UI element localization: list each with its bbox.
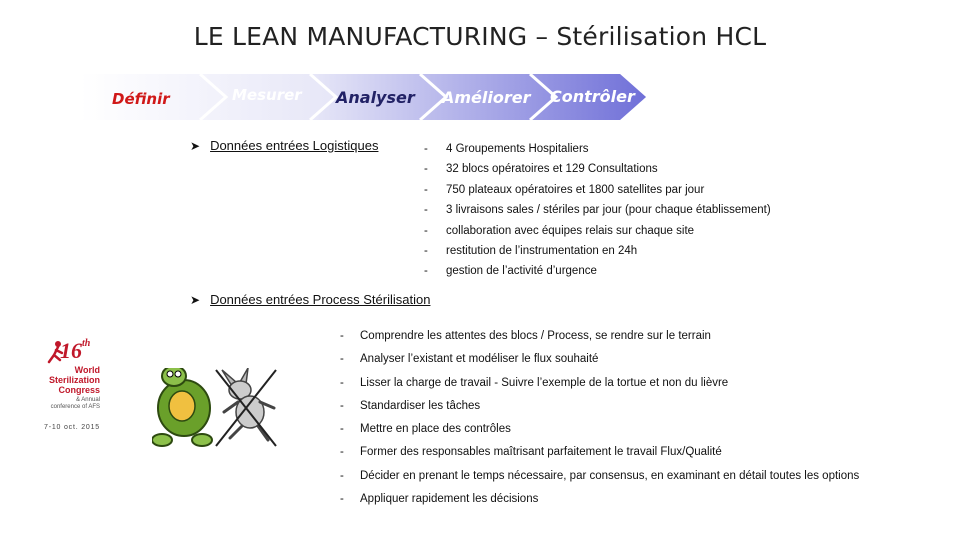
dash-bullet: - bbox=[340, 493, 344, 506]
arrow-bullet-icon: ➤ bbox=[190, 292, 201, 307]
dash-bullet: - bbox=[424, 183, 428, 196]
list-item: - Décider en prenant le temps nécessaire, par consensus, en examinant en détail toutes les options bbox=[340, 469, 860, 482]
list-item: - Analyser l’existant et modéliser le flux souhaité bbox=[340, 353, 599, 366]
list-item: - Mettre en place des contrôles bbox=[340, 423, 511, 436]
dash-bullet: - bbox=[424, 163, 428, 176]
page-title: LE LEAN MANUFACTURING – Stérilisation HCL bbox=[193, 22, 767, 51]
list-item: - 4 Groupements Hospitaliers bbox=[424, 143, 589, 155]
section-logistics-heading bbox=[190, 138, 378, 153]
list-item: - Appliquer rapidement les décisions bbox=[340, 493, 539, 506]
logo-dates: 7-10 oct. 2015 bbox=[44, 424, 100, 431]
logo-number: 16th bbox=[60, 338, 91, 363]
dash-bullet: - bbox=[340, 423, 344, 436]
arrow-bullet-icon: ➤ bbox=[190, 138, 201, 153]
logo-line3: Congress bbox=[58, 385, 100, 395]
section-process-label: Données entrées Process Stérilisation bbox=[210, 292, 431, 307]
dash-bullet: - bbox=[340, 469, 344, 482]
dash-bullet: - bbox=[424, 265, 428, 278]
step-controler: Contrôler bbox=[550, 87, 635, 106]
list-item: - collaboration avec équipes relais sur chaque site bbox=[424, 224, 695, 237]
list-item: - gestion de l’activité d’urgence bbox=[424, 265, 597, 278]
congress-logo bbox=[44, 338, 104, 438]
list-item: - Lisser la charge de travail - Suivre l’exemple de la tortue et non du lièvre bbox=[340, 376, 729, 389]
dash-bullet: - bbox=[424, 224, 428, 237]
dash-bullet: - bbox=[340, 399, 344, 412]
step-analyser: Analyser bbox=[336, 88, 415, 107]
process-list bbox=[340, 329, 859, 515]
dmaic-banner bbox=[80, 74, 650, 120]
list-item: - Standardiser les tâches bbox=[340, 399, 481, 412]
tortoise-hare-illustration bbox=[152, 368, 287, 448]
list-item: - 32 blocs opératoires et 129 Consultations bbox=[424, 163, 658, 176]
dash-bullet: - bbox=[424, 204, 428, 217]
list-item: - Comprendre les attentes des blocs / Process, se rendre sur le terrain bbox=[340, 330, 711, 342]
dash-bullet: - bbox=[340, 446, 344, 459]
dash-bullet: - bbox=[340, 353, 344, 366]
step-definir: Définir bbox=[112, 90, 170, 108]
logo-line2: Sterilization bbox=[48, 375, 100, 385]
list-item: - 3 livraisons sales / stériles par jour (pour chaque établissement) bbox=[424, 204, 771, 217]
dash-bullet: - bbox=[340, 376, 344, 389]
list-item: - Former des responsables maîtrisant parfaitement le travail Flux/Qualité bbox=[340, 446, 722, 459]
section-process-heading bbox=[190, 292, 430, 307]
logo-line1: World bbox=[74, 365, 100, 375]
logo-line5: conference of AFS bbox=[50, 404, 100, 410]
list-item: - restitution de l’instrumentation en 24h bbox=[424, 244, 638, 257]
dash-bullet: - bbox=[424, 143, 428, 155]
logo-line4: & Annual bbox=[75, 397, 100, 403]
list-item: - 750 plateaux opératoires et 1800 satellites par jour bbox=[424, 183, 705, 196]
section-logistics-label: Données entrées Logistiques bbox=[210, 138, 379, 153]
dash-bullet: - bbox=[340, 330, 344, 342]
tortoise-icon bbox=[152, 368, 212, 446]
dash-bullet: - bbox=[424, 244, 428, 257]
logistics-list bbox=[424, 142, 771, 285]
step-mesurer: Mesurer bbox=[232, 86, 302, 104]
step-ameliorer: Améliorer bbox=[442, 88, 531, 107]
